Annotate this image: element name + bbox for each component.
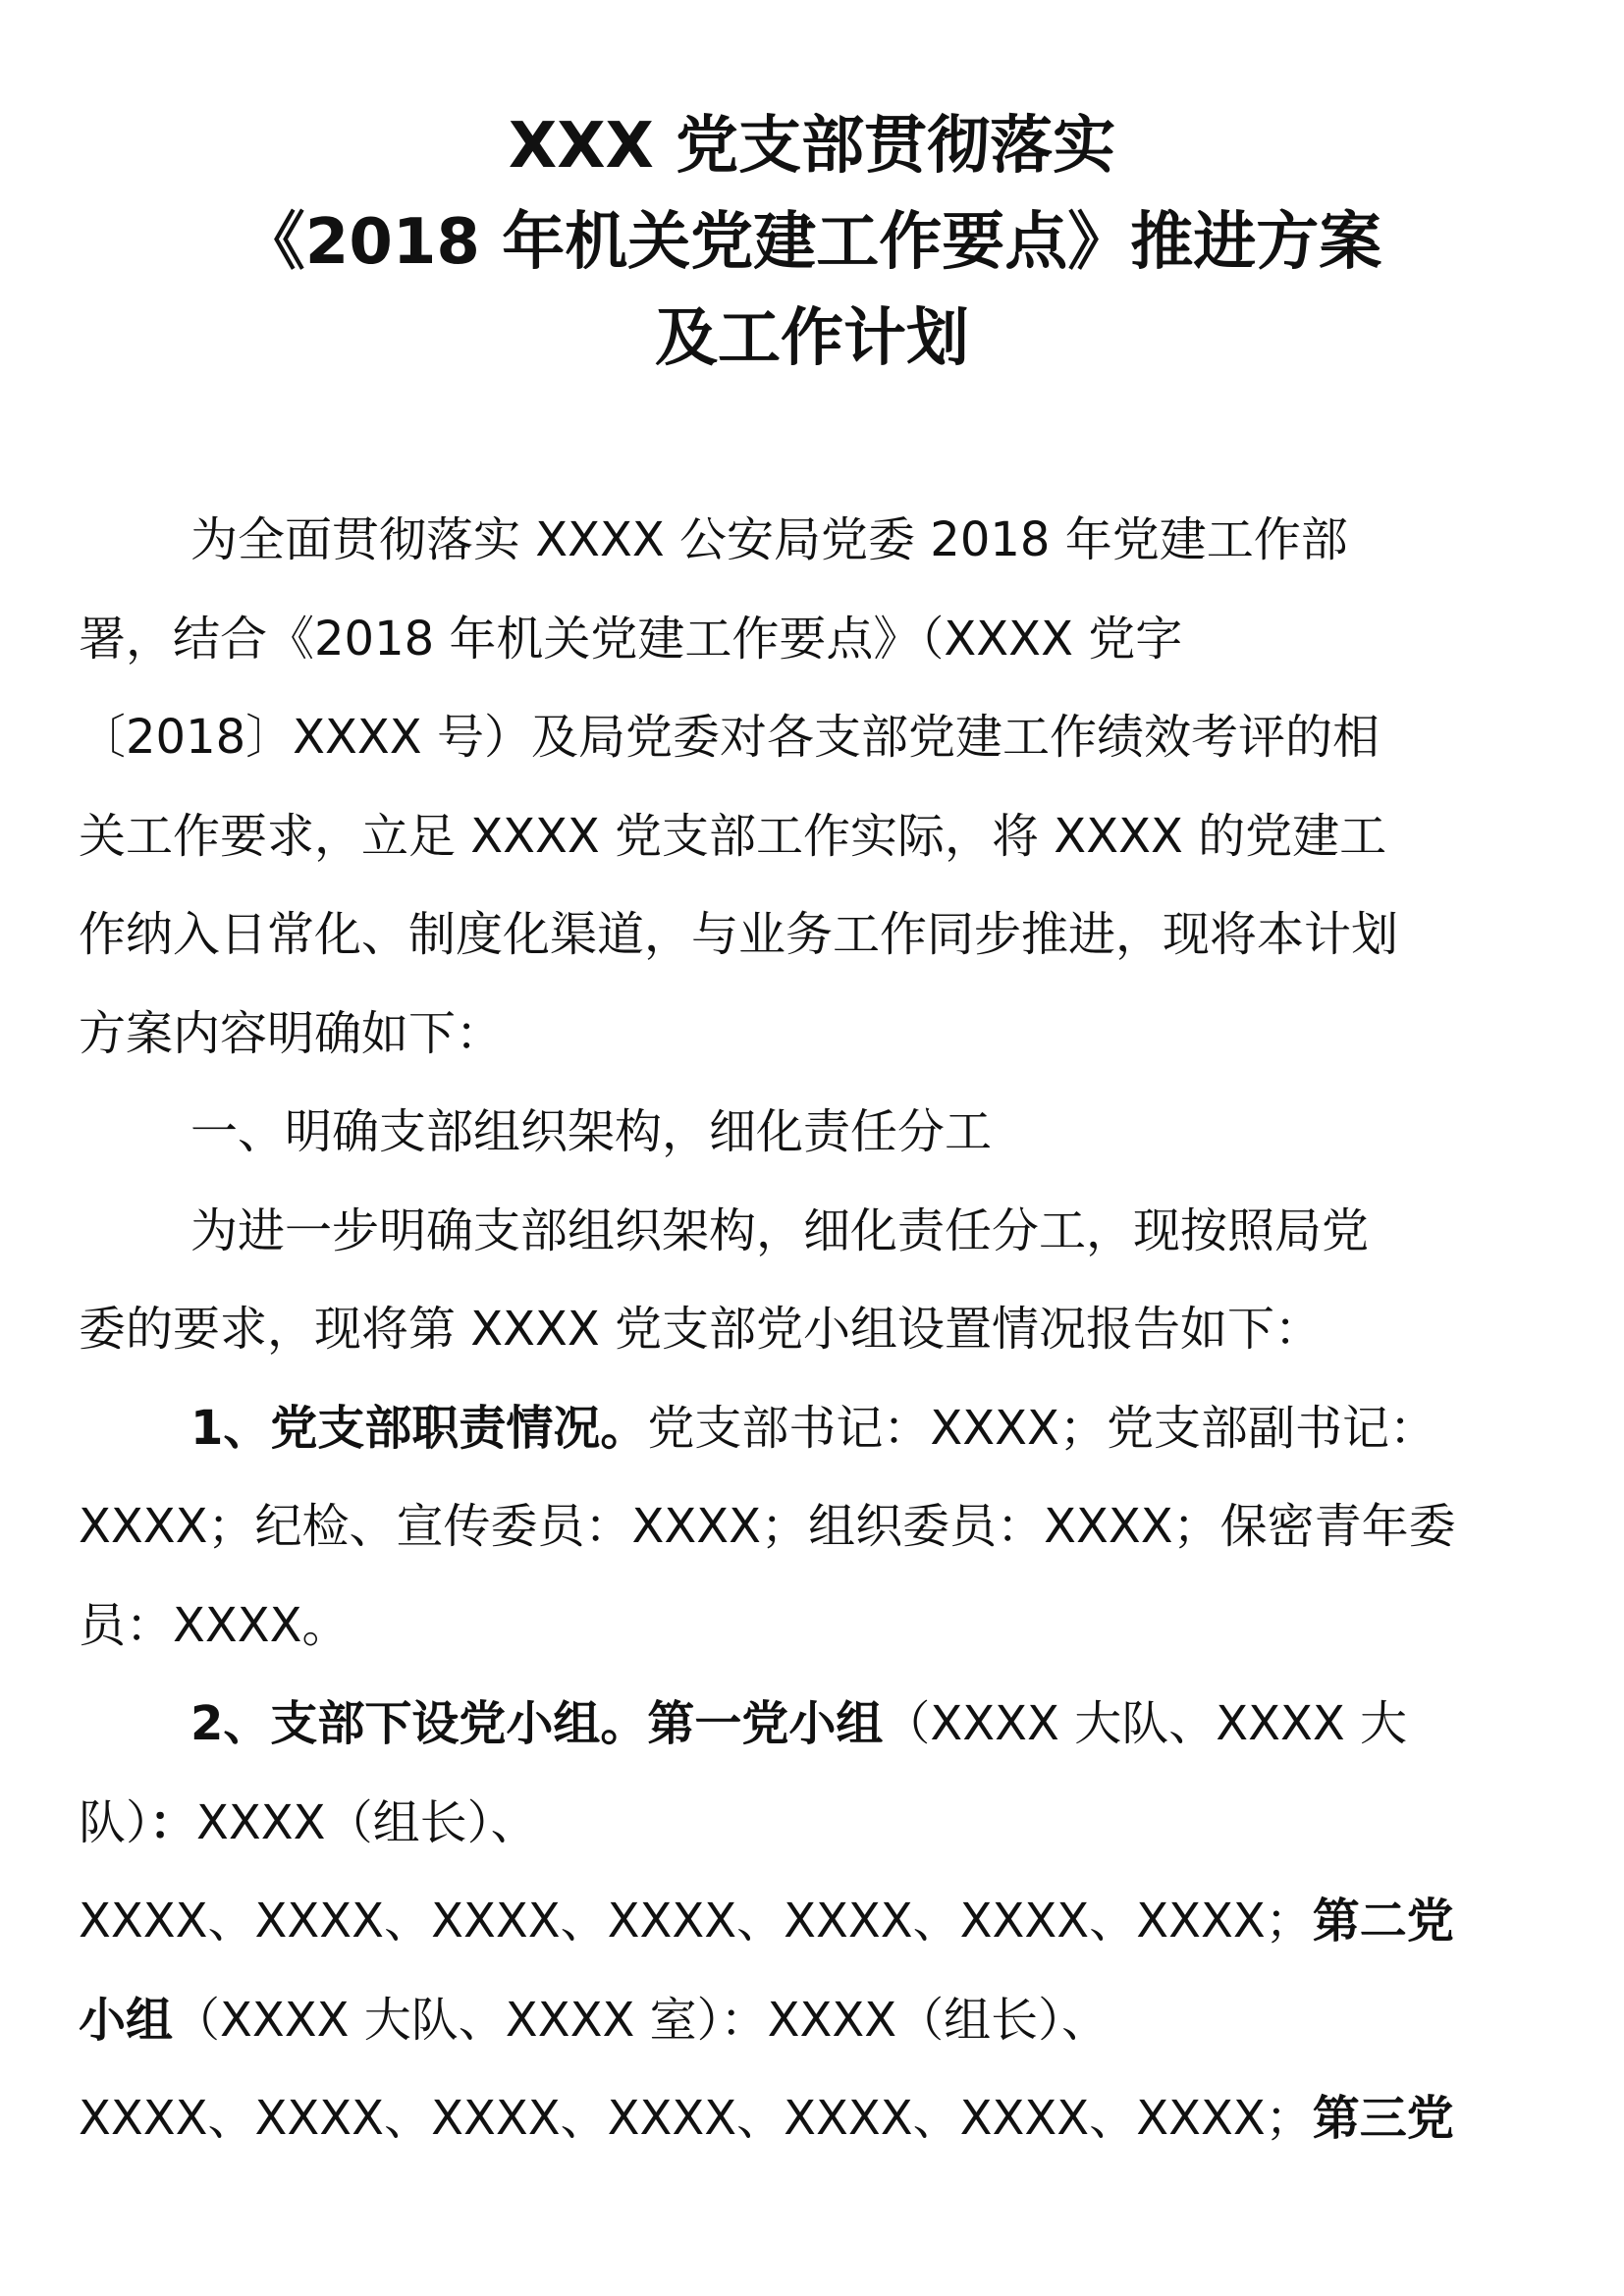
para4-line-4 [79, 1971, 1551, 2070]
para4-line-3-text: XXXX、XXXX、XXXX、XXXX、XXXX、XXXX、XXXX； [79, 1894, 1313, 1949]
intro-line-2: 署，结合《2018 年机关党建工作要点》（XXXX 党字 [79, 611, 1183, 667]
para4-bold-lead: 2、支部下设党小组。第一党小组 [190, 1696, 884, 1751]
intro-line-3: 〔2018〕XXXX 号）及局党委对各支部党建工作绩效考评的相 [79, 710, 1380, 765]
para3-line-3: 员：XXXX。 [79, 1597, 350, 1653]
para4-line-4-bold: 小组 [79, 1992, 174, 2048]
para3-bold-lead: 1、党支部职责情况。 [190, 1400, 648, 1456]
para3-line-2: XXXX；纪检、宣传委员：XXXX；组织委员：XXXX；保密青年委 [79, 1499, 1456, 1554]
intro-line-4: 关工作要求，立足 XXXX 党支部工作实际，将 XXXX 的党建工 [79, 808, 1387, 864]
para2-line-2: 委的要求，现将第 XXXX 党支部党小组设置情况报告如下： [79, 1302, 1323, 1357]
intro-line-6: 方案内容明确如下： [79, 1005, 504, 1061]
intro-line-1: 为全面贯彻落实 XXXX 公安局党委 2018 年党建工作部 [190, 512, 1348, 567]
para4-line-2c: XXXX（组长）、 [196, 1794, 538, 1850]
para4-line-4-rest: （XXXX 大队、XXXX 室）：XXXX（组长）、 [173, 1992, 1110, 2048]
document-title [0, 98, 1624, 387]
para4-line-2a: 队） [79, 1794, 150, 1850]
para3-line-1-rest: 党支部书记：XXXX；党支部副书记： [647, 1400, 1436, 1456]
para2-line-1: 为进一步明确支部组织架构，细化责任分工，现按照局党 [190, 1202, 1370, 1258]
title-line-1: XXX 党支部贯彻落实 [508, 110, 1116, 183]
para4-line-1 [79, 1675, 1551, 1774]
para4-line-2 [79, 1774, 1551, 1873]
section-heading-1: 一、明确支部组织架构，细化责任分工 [190, 1104, 993, 1159]
para4-line-5 [79, 2069, 1551, 2168]
para4-line-3-bold: 第二党 [1312, 1894, 1454, 1949]
para4-line-1-rest: （XXXX 大队、XXXX 大 [883, 1696, 1407, 1751]
para4-line-3 [79, 1872, 1551, 1971]
intro-line-5: 作纳入日常化、制度化渠道，与业务工作同步推进，现将本计划 [79, 907, 1399, 962]
para4-line-2-colon: ： [149, 1794, 197, 1850]
para3-line-1 [79, 1379, 1551, 1478]
para4-line-5-bold: 第三党 [1312, 2091, 1454, 2146]
para4-line-5-text: XXXX、XXXX、XXXX、XXXX、XXXX、XXXX、XXXX； [79, 2091, 1313, 2146]
title-line-2: 《2018 年机关党建工作要点》推进方案 [242, 206, 1382, 279]
title-line-3: 及工作计划 [655, 302, 969, 375]
document-body [79, 491, 1551, 2168]
